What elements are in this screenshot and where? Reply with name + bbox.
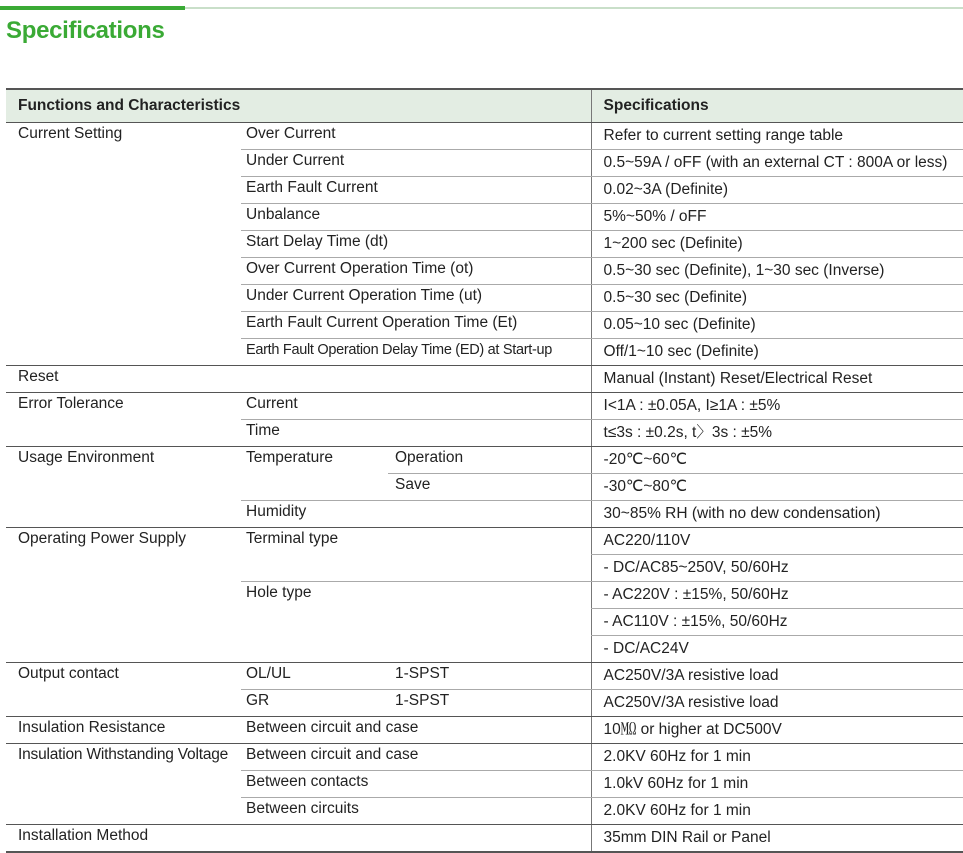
spec-value: 35mm DIN Rail or Panel [591,825,963,853]
item-label: Terminal type [241,528,591,582]
spec-value: I<1A : ±0.05A, I≥1A : ±5% [591,393,963,420]
item-label: Under Current [241,150,591,177]
spec-value: 0.5~30 sec (Definite), 1~30 sec (Inverse) [591,258,963,285]
spec-value: 10㏁ or higher at DC500V [591,717,963,744]
header-rule [0,7,963,9]
header-specifications: Specifications [591,89,963,123]
spec-value: 0.5~59A / oFF (with an external CT : 800A or less) [591,150,963,177]
spec-value: AC250V/3A resistive load [591,690,963,717]
item-label: Over Current Operation Time (ot) [241,258,591,285]
item-label: Earth Fault Operation Delay Time (ED) at Start-up [241,339,591,366]
group-label: Operating Power Supply [6,528,241,663]
item-sublabel: 1-SPST [388,663,591,690]
spec-value: 0.5~30 sec (Definite) [591,285,963,312]
spec-value: Refer to current setting range table [591,123,963,150]
spec-value: - AC110V : ±15%, 50/60Hz [591,609,963,636]
group-label: Insulation Withstanding Voltage [6,744,241,825]
group-label: Insulation Resistance [6,717,241,744]
table-row [6,528,963,555]
spec-value: -20℃~60℃ [591,447,963,474]
spec-value: 1.0kV 60Hz for 1 min [591,771,963,798]
table-row [6,744,963,771]
spec-value: - AC220V : ±15%, 50/60Hz [591,582,963,609]
item-label: OL/UL [241,663,388,690]
spec-value: 0.05~10 sec (Definite) [591,312,963,339]
item-label: Over Current [241,123,591,150]
table-row [6,393,963,420]
group-label: Error Tolerance [6,393,241,447]
group-label: Output contact [6,663,241,717]
spec-value: 30~85% RH (with no dew condensation) [591,501,963,528]
item-label: Humidity [241,501,591,528]
spec-value: Off/1~10 sec (Definite) [591,339,963,366]
spec-value: Manual (Instant) Reset/Electrical Reset [591,366,963,393]
spec-value: 1~200 sec (Definite) [591,231,963,258]
table-row [6,123,963,150]
item-label: Temperature [241,447,388,501]
table-row [6,825,963,853]
item-label: Current [241,393,591,420]
header-functions: Functions and Characteristics [6,89,591,123]
item-sublabel: 1-SPST [388,690,591,717]
spec-value: 5%~50% / oFF [591,204,963,231]
spec-value: - DC/AC24V [591,636,963,663]
group-label: Installation Method [6,825,591,853]
item-sublabel: Operation [388,447,591,474]
spec-value: AC220/110V [591,528,963,555]
item-label: Hole type [241,582,591,663]
item-sublabel: Save [388,474,591,501]
spec-value: 2.0KV 60Hz for 1 min [591,744,963,771]
spec-value: - DC/AC85~250V, 50/60Hz [591,555,963,582]
item-label: Between contacts [241,771,591,798]
item-label: Between circuit and case [241,717,591,744]
item-label: Between circuit and case [241,744,591,771]
table-row [6,717,963,744]
item-label: Start Delay Time (dt) [241,231,591,258]
group-label: Current Setting [6,123,241,366]
page-title: Specifications [6,17,165,44]
spec-value: 0.02~3A (Definite) [591,177,963,204]
item-label: Under Current Operation Time (ut) [241,285,591,312]
header-accent [0,6,185,10]
specifications-table [6,88,963,853]
table-row [6,366,963,393]
table-header-row [6,89,963,123]
item-label: Unbalance [241,204,591,231]
item-label: GR [241,690,388,717]
spec-value: t≤3s : ±0.2s, t〉3s : ±5% [591,420,963,447]
spec-value: -30℃~80℃ [591,474,963,501]
item-label: Time [241,420,591,447]
group-label: Usage Environment [6,447,241,528]
spec-value: AC250V/3A resistive load [591,663,963,690]
item-label: Earth Fault Current [241,177,591,204]
item-label: Between circuits [241,798,591,825]
item-label: Earth Fault Current Operation Time (Et) [241,312,591,339]
table-row [6,447,963,474]
table-row [6,663,963,690]
spec-value: 2.0KV 60Hz for 1 min [591,798,963,825]
group-label: Reset [6,366,591,393]
